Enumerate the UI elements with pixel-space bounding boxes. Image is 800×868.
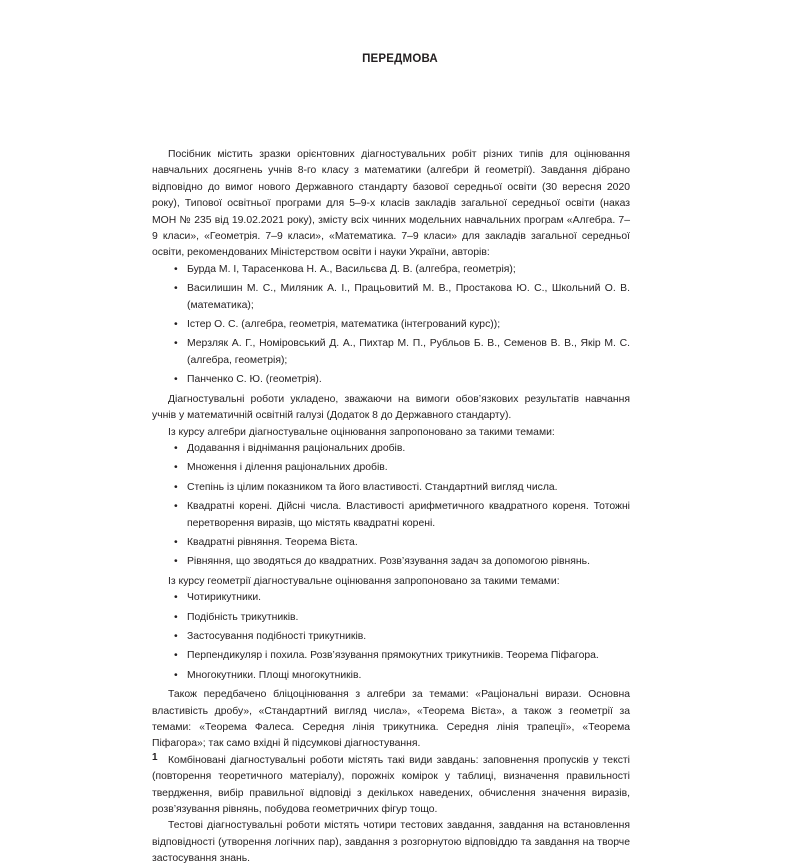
geometry-intro: Із курсу геометрії діагностувальне оцінювання запропоновано за такими темами: xyxy=(168,575,560,587)
algebra-topic: • Квадратні корені. Дійсні числа. Властивості арифметичного квадратного кореня. Тотожні перетворення виразів, що містять квадратні корені. xyxy=(152,499,630,532)
algebra-topic: • Множення і ділення раціональних дробів. xyxy=(152,460,630,476)
author-item: • Істер О. С. (алгебра, геометрія, математика (інтегрований курс)); xyxy=(152,317,630,333)
geometry-topic: • Подібність трикутників. xyxy=(152,610,630,626)
blitz-paragraph: Також передбачено бліцоцінювання з алгебри за темами: «Раціональні вирази. Основна властивість дробу», «Стандартний вигляд числа», «Теорема Вієта», а також з геометрії за темами: «Теорема Фалеса. Середня лінія трикутника. Середня лінія трапеції», «Теорема Піфагора»; так само вхідні й підсумкові діагностування. xyxy=(152,689,630,750)
author-item: • Василишин М. С., Миляник А. І., Працьовитий М. В., Простакова Ю. С., Школьний О. В. (математика); xyxy=(152,281,630,314)
tests-paragraph: Тестові діагностувальні роботи містять чотири тестових завдання, завдання на встановлення відповідності (утворення логічних пар), завдання з розгорнутою відповіддю та завдання на творче застосування знань. xyxy=(152,820,630,865)
geometry-topics-list xyxy=(152,590,630,684)
page-title: ПЕРЕДМОВА xyxy=(362,53,438,65)
authors-list xyxy=(152,262,630,389)
geometry-topic: • Чотирикутники. xyxy=(152,590,630,606)
geometry-topic: • Многокутники. Площі многокутників. xyxy=(152,668,630,684)
intro-paragraph: Посібник містить зразки орієнтовних діагностувальних робіт різних типів для оцінювання навчальних досягнень учнів 8-го класу з математики (алгебри й геометрії). Завдання дібрано відповідно до вимог нового Державного стандарту базової середньої освіти (30 вересня 2020 року), Типової освітньої програми для 5–9-х класів закладів загальної середньої освіти (наказ МОН № 235 від 19.02.2021 року), змісту всіх чинних модельних навчальних програм «Алгебра. 7–9 класи», «Геометрія. 7–9 класи», «Математика. 7–9 класи» для закладів загальної середньої освіти, рекомендованих Міністерством освіти і науки України, авторів: xyxy=(152,149,630,259)
author-item: • Панченко С. Ю. (геометрія). xyxy=(152,372,630,388)
algebra-topic: • Рівняння, що зводяться до квадратних. Розв’язування задач за допомогою рівнянь. xyxy=(152,554,630,570)
author-item: • Мерзляк А. Г., Номіровський Д. А., Пихтар М. П., Рубльов Б. В., Семенов В. В., Якір М. С. (алгебра, геометрія); xyxy=(152,336,630,369)
requirements-paragraph: Діагностувальні роботи укладено, зважаючи на вимоги обов’язкових результатів навчання учнів у математичній освітній галузі (Додаток 8 до Державного стандарту). xyxy=(152,393,630,422)
combined-paragraph: Комбіновані діагностувальні роботи містять такі види завдань: заповнення пропусків у тексті (повторення теоретичного матеріалу), порожніх комірок у таблиці, визначення правильності твердження, вибір правильної відповіді з декількох наведених, обчислення значення виразів, розв’язування рівнянь, побудова геометричних фігур тощо. xyxy=(152,754,630,816)
page-number: 1 xyxy=(152,752,158,763)
geometry-topic: • Перпендикуляр і похила. Розв’язування прямокутних трикутників. Теорема Піфагора. xyxy=(152,648,630,664)
geometry-topic: • Застосування подібності трикутників. xyxy=(152,629,630,645)
author-item: • Бурда М. І, Тарасенкова Н. А., Васильєва Д. В. (алгебра, геометрія); xyxy=(152,262,630,278)
algebra-topic: • Додавання і віднімання раціональних дробів. xyxy=(152,441,630,457)
algebra-intro: Із курсу алгебри діагностувальне оцінювання запропоновано за такими темами: xyxy=(168,426,555,438)
algebra-topic: • Квадратні рівняння. Теорема Вієта. xyxy=(152,535,630,551)
algebra-topics-list xyxy=(152,441,630,571)
document-body xyxy=(152,147,630,868)
algebra-topic: • Степінь із цілим показником та його властивості. Стандартний вигляд числа. xyxy=(152,480,630,496)
